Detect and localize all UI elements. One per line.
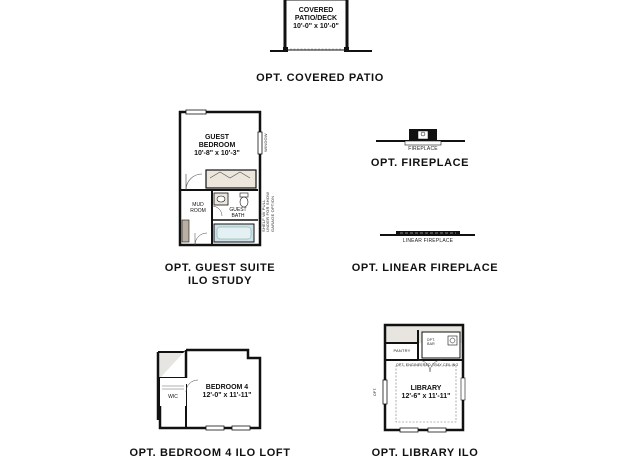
shelf-note-line3: GARAGE OPTION bbox=[269, 195, 275, 232]
mud-room-line1: MUD bbox=[192, 202, 204, 208]
guest-bedroom-name-line2: BEDROOM bbox=[198, 142, 236, 150]
bedroom4-caption: OPT. BEDROOM 4 ILO LOFT bbox=[129, 447, 291, 459]
shelf-note-line1: SHELF W/ PULL bbox=[261, 199, 266, 232]
guest-bedroom-name-line1: GUEST bbox=[204, 134, 230, 141]
bedroom4-label bbox=[192, 384, 262, 400]
linear-fireplace-label: LINEAR FIREPLACE bbox=[402, 238, 454, 244]
opt-bar-label bbox=[423, 338, 439, 346]
shelf-note-line2: UNDER FOR SHOW bbox=[265, 191, 271, 232]
guest-bath-line1: GUEST bbox=[229, 207, 247, 213]
opt-bar-line1: OPT. bbox=[426, 338, 436, 342]
shelf-note bbox=[262, 192, 275, 232]
guest-suite-caption-line1: OPT. GUEST SUITE bbox=[164, 262, 276, 274]
guest-bedroom-label bbox=[186, 134, 248, 158]
covered-patio-room-name bbox=[288, 7, 344, 31]
guest-suite-caption bbox=[120, 262, 320, 288]
mud-room-label bbox=[186, 203, 210, 215]
guest-bedroom-dimensions: 10'-8" x 10'-3" bbox=[194, 150, 240, 158]
library-label bbox=[394, 385, 458, 401]
covered-patio-caption: OPT. COVERED PATIO bbox=[256, 72, 384, 84]
opt-bar-line2: BAR bbox=[427, 342, 435, 347]
library-caption: OPT. LIBRARY ILO bbox=[371, 447, 479, 459]
guest-bath-label bbox=[226, 208, 250, 220]
fireplace-caption: OPT. FIREPLACE bbox=[370, 157, 470, 169]
library-side-note: OPT. bbox=[373, 387, 377, 396]
covered-patio-dimensions: 10'-0" x 10'-0" bbox=[293, 23, 339, 31]
fireplace-plan bbox=[376, 129, 465, 145]
covered-patio-name-line2: PATIO/DECK bbox=[294, 15, 338, 23]
bedroom4-dimensions: 12'-0" x 11'-11" bbox=[202, 392, 252, 400]
linear-fireplace-plan bbox=[380, 231, 475, 235]
guest-suite-caption-line2: ILO STUDY bbox=[187, 275, 253, 287]
fireplace-label: FIREPLACE bbox=[408, 146, 438, 152]
library-dimensions: 12'-6" x 11'-11" bbox=[401, 393, 451, 401]
wic-label: WIC bbox=[168, 394, 178, 400]
tray-ceiling-note: OPT. ENGINEERED TRAY CEILING bbox=[396, 363, 459, 367]
linear-fireplace-caption: OPT. LINEAR FIREPLACE bbox=[351, 262, 499, 274]
pantry-label: PANTRY bbox=[393, 348, 411, 353]
library-name: LIBRARY bbox=[410, 385, 442, 392]
mud-room-line2: ROOM bbox=[190, 207, 206, 214]
guest-window-note: WINDOW bbox=[263, 133, 268, 152]
covered-patio-name-line1: COVERED bbox=[298, 7, 334, 14]
guest-bath-line2: BATH bbox=[231, 212, 245, 219]
guest-suite-plan bbox=[180, 110, 262, 245]
bedroom4-name: BEDROOM 4 bbox=[205, 384, 249, 391]
